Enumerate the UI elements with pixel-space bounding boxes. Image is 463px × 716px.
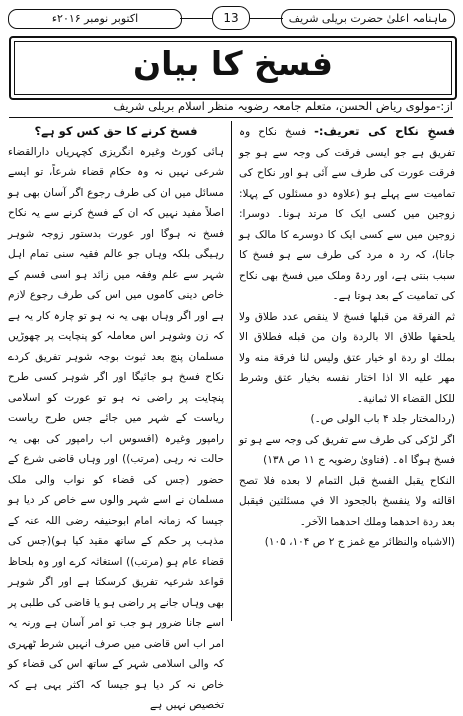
page-number: 13: [212, 6, 250, 30]
left-column: [8, 121, 224, 711]
article-title: فسخ کا بیان: [133, 44, 333, 83]
issue-date: اکتوبر نومبر ۲۰۱۶ء: [8, 9, 182, 29]
definition-paragraph: فسخ نکاح وہ تفریق ہے جو ایسی فرقت کی وجہ سے ہو جو فرقت عورت کی طرف سے آئی ہو اور نکاح کی تمامیت سے پہلے ہو (علاوہ دو مسئلوں کے پہلا: زوجین میں کسی ایک کا مرتد ہونا۔ دوسرا: زوجین میں سے کسی ایک کا دوسرے کا مالک ہو جانا)، کہ رد ہ مرد کی طرف سے ہو فسخ کا سبب بنتی ہے، اور ردۃ وملک میں فسخ بھی نکاح کی تمامیت کے بعد ہوتا ہے۔: [239, 126, 455, 302]
reference-2: (الاشباه والنظائر مع غمز ج ۲ ص ۱۰۴، ۱۰۵): [264, 536, 455, 548]
author-rule: [9, 117, 453, 118]
right-column: [239, 121, 455, 621]
page-header: [8, 6, 455, 30]
magazine-name: ماہنامہ اعلیٰ حضرت بریلی شریف: [281, 9, 455, 29]
column-divider: [231, 121, 232, 621]
arabic-quote-1: ثم الفرقة من قبلها فسخ لا ينقص عدد طلاق ولا يلحقها طلاق الا بالردة وان من قبله فطلاق الا بملك او ردة او خيار عتق وليس لنا فرقة منه ولا مهر عليه الا اذا اختار نفسه بخيار عتق وشرط للكل القضاء الا ثمانية۔: [239, 310, 455, 405]
authority-heading: فسخ کرنے کا حق کس کو ہے؟: [34, 124, 198, 138]
author-line: از:-مولوی ریاض الحسن، متعلم جامعہ رضویہ منظر اسلام بریلی شریف: [113, 99, 453, 113]
authority-paragraph: ہائی کورٹ وغیرہ انگریزی کچہریاں دارالقضاء شرعی نہیں نہ وہ حکام قضاء شرعاً، تو ایسے مسائل میں ان کی طرف رجوع اگر آسان بھی ہو اصلاً مفید نہیں کہ ان کے فسخ کرنے سے یہ نکاح فسخ نہ ہوگا اور عورت بدستور زوجہ شوہر رہیگی بلکہ وہاں جو عالم فقیہ سنی تمام اہل شہر سے علم وفقہ میں زائد ہو اسی قسم کے خاص دینی کاموں میں اس کی طرف رجوع لازم ہے اور اگر وہاں بھی یہ نہ ہو تو چارہ کار یہ ہے کہ زن وشوہر اس معاملہ کو پنچایت پر چھوڑیں مسلمان پنچ بعد ثبوت بوجہ شوہر تفریق کردے نکاح فسخ ہو جائیگا اور اگر شوہر کسی طرح پنچایت پر راضی نہ ہو تو عورت کو اسلامی ریاست کے شہر میں جائے جس طرح ریاست رامپور وغیرہ (افسوس اب رامپور کی بھی یہ حالت نہ رہی (مرتب)) اور وہاں قاضی شرع کے حضور (جس کی قضاء کو نواب والی ملک مسلمان نے اسے شہر والوں سے خاص کر دیا ہو جیسا کہ زمانہ امام ابوحنیفہ رضی اللہ عنہ کے مذہب پر حکم کے ساتھ مقید کیا ہو)(جس کی قضاء عام ہو (مرتب)) استغاثہ کرے اور وہ بلحاظ قواعد شرعیہ تفریق کرسکتا ہے اور اگر شوہر بھی وہاں جانے پر راضی ہو یا قاضی کی طلبی پر اسے جانا ضرور ہو جب تو امر آسان ہے ورنہ یہ امر اب اس قاضی میں صرف انہیں شرط ٹھہری کہ والی اسلامی شہر کے ساتھ اس کی قضاء کو خاص نہ کر دیا ہو جیسا کہ اکثر یہی ہے کہ تخصیص نہیں ہے: [8, 145, 224, 711]
arabic-quote-2: النكاح يقبل الفسخ قبل التمام لا بعده فلا تصح اقالته ولا ينفسخ بالجحود الا في مسئلتين فيقبل بعد ردة احدهما وملك احدهما الآخر۔: [239, 474, 455, 528]
paragraph-2: اگر لڑکی کی طرف سے تفریق کی وجہ سے ہو تو فسخ ہوگا اہ۔ (فتاویٰ رضویہ ج ۱۱ ص ۱۳۸): [239, 433, 455, 466]
title-frame: [9, 36, 457, 100]
definition-heading: فسخِ نکاح کی تعریف:-: [314, 124, 455, 138]
reference-1: (ردالمختار جلد ۴ باب الولی ص۔): [310, 413, 455, 425]
